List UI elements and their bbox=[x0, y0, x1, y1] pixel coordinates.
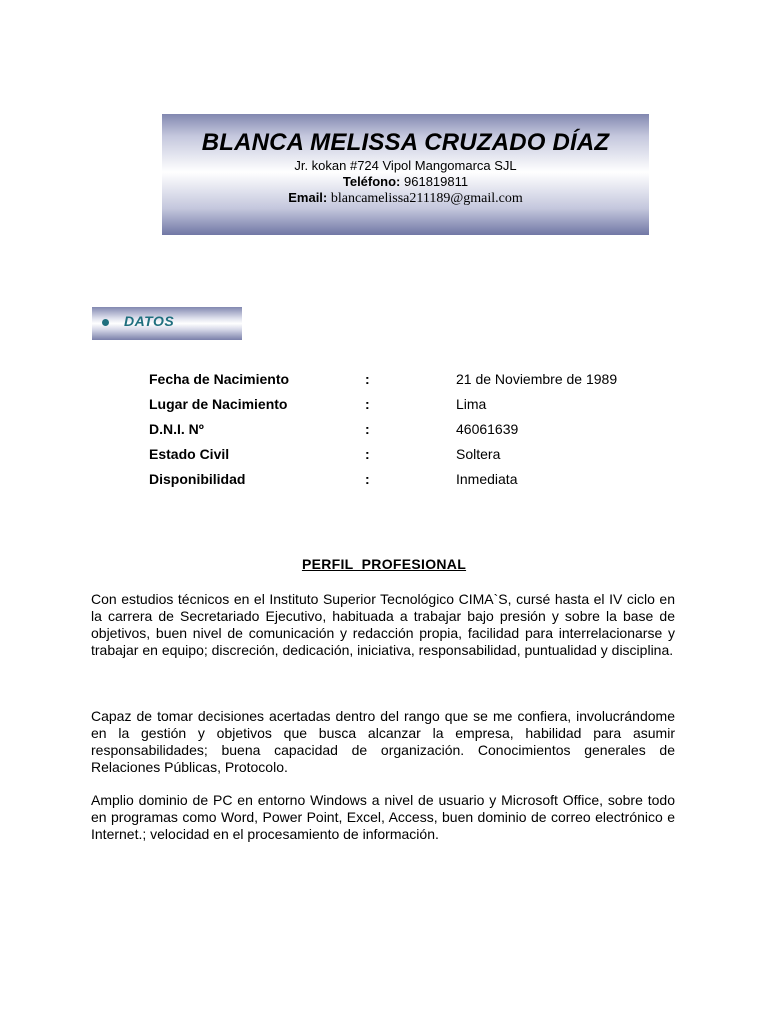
datos-label: Lugar de Nacimiento bbox=[149, 396, 288, 412]
phone-label: Teléfono: bbox=[342, 174, 401, 189]
datos-separator: : bbox=[365, 396, 370, 412]
perfil-paragraph: Amplio dominio de PC en entorno Windows a nivel de usuario y Microsoft Office, sobre todo en programas como Word, Power Point, Excel, Access, buen dominio de correo electrónico e Internet.; velocidad en el procesamiento de información. bbox=[91, 792, 675, 842]
bullet-icon bbox=[102, 319, 109, 326]
datos-title: DATOS bbox=[124, 313, 175, 329]
datos-separator: : bbox=[365, 371, 370, 387]
datos-separator: : bbox=[365, 471, 370, 487]
candidate-name: BLANCA MELISSA CRUZADO DÍAZ bbox=[201, 129, 610, 156]
email-line bbox=[162, 190, 649, 207]
phone-line bbox=[162, 174, 649, 190]
perfil-title: PERFIL PROFESIONAL bbox=[301, 556, 467, 572]
datos-label: D.N.I. Nº bbox=[149, 421, 204, 437]
datos-label: Fecha de Nacimiento bbox=[149, 371, 290, 387]
datos-value: Inmediata bbox=[456, 471, 518, 487]
datos-separator: : bbox=[365, 446, 370, 462]
datos-value: 21 de Noviembre de 1989 bbox=[456, 371, 618, 387]
perfil-paragraph: Capaz de tomar decisiones acertadas dentro del rango que se me confiera, involucrándome en la gestión y objetivos que busca alcanzar la empresa, habilidad para asumir responsabilidades; buena capacidad de organización. Conocimientos generales de Relaciones Públicas, Protocolo. bbox=[91, 708, 675, 775]
datos-value: Soltera bbox=[456, 446, 501, 462]
email-value: blancamelissa211189@gmail.com bbox=[330, 191, 523, 206]
perfil-paragraph: Con estudios técnicos en el Instituto Superior Tecnológico CIMA`S, cursé hasta el IV ciclo en la carrera de Secretariado Ejecutivo, habituada a trabajar bajo presión y sobre la base de objetivos, buen nivel de comunicación y redacción propia, facilidad para interrelacionarse y trabajar en equipo; discreción, dedicación, iniciativa, responsabilidad, puntualidad y disciplina. bbox=[91, 591, 675, 658]
datos-section-header bbox=[92, 307, 242, 340]
datos-value: Lima bbox=[456, 396, 487, 412]
datos-value: 46061639 bbox=[456, 421, 519, 437]
address: Jr. kokan #724 Vipol Mangomarca SJL bbox=[294, 158, 517, 173]
datos-label: Disponibilidad bbox=[149, 471, 246, 487]
phone-value: 961819811 bbox=[404, 174, 469, 189]
datos-label: Estado Civil bbox=[149, 446, 230, 462]
email-label: Email: bbox=[288, 190, 328, 205]
header-box bbox=[162, 114, 649, 235]
datos-separator: : bbox=[365, 421, 370, 437]
